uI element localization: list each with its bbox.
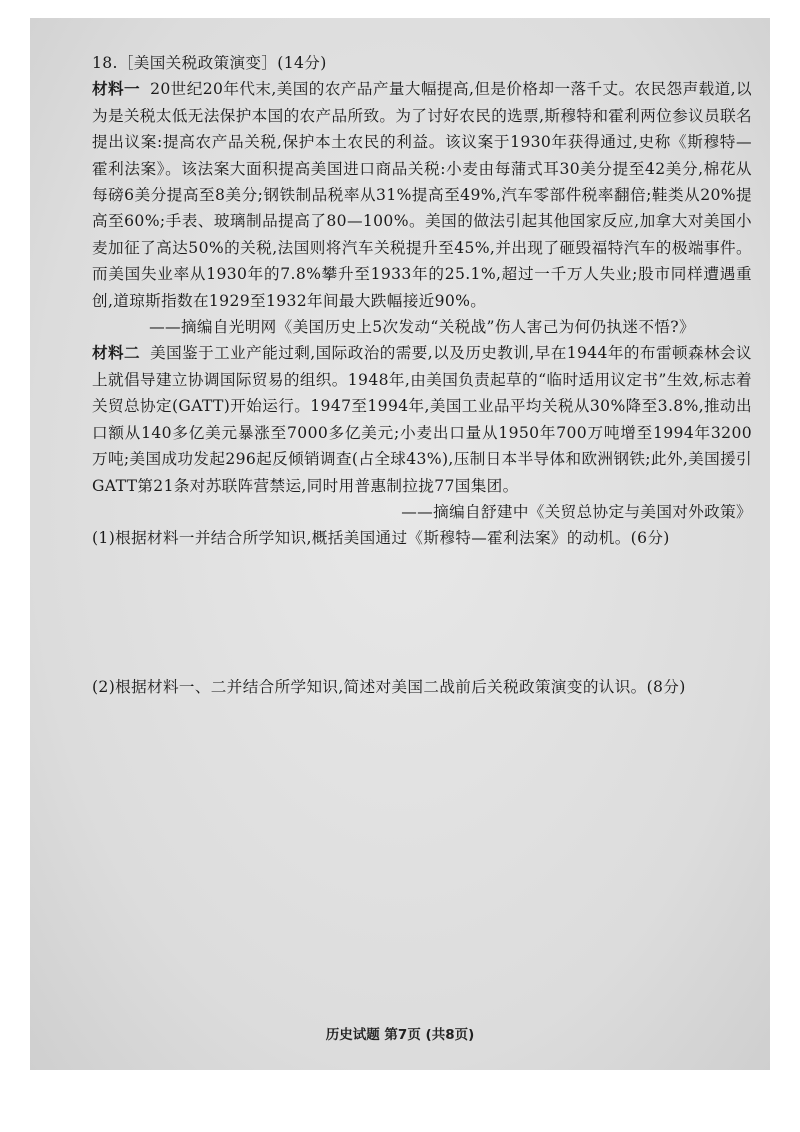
material-2-label: 材料二 bbox=[92, 343, 141, 363]
sub-question-1: (1)根据材料一并结合所学知识,概括美国通过《斯穆特—霍利法案》的动机。(6分) bbox=[92, 529, 670, 548]
material-2 bbox=[92, 340, 752, 498]
material-1 bbox=[92, 76, 752, 314]
material-2-text: 美国鉴于工业产能过剩,国际政治的需要,以及历史教训,早在1944年的布雷顿森林会议上就倡导建立协调国际贸易的组织。1948年,由美国负责起草的“临时适用议定书”生效,标志着关贸总协定(GATT)开始运行。1947至1994年,美国工业品平均关税从30%降至3.8%,推动出口额从140多亿美元暴涨至7000多亿美元;小麦出口量从1950年700万吨增至1994年3200万吨;美国成功发起296起反倾销调查(占全球43%),压制日本半导体和欧洲钢铁;此外,美国援引GATT第21条对苏联阵营禁运,同时用普惠制拉拢77国集团。 bbox=[92, 344, 752, 495]
question-heading: 18.［美国关税政策演变］(14分) bbox=[92, 54, 327, 72]
sub-question-2: (2)根据材料一、二并结合所学知识,简述对美国二战前后关税政策演变的认识。(8分) bbox=[92, 677, 686, 696]
material-2-source: ——摘编自舒建中《关贸总协定与美国对外政策》 bbox=[401, 502, 752, 521]
material-1-label: 材料一 bbox=[92, 79, 141, 99]
question-18 bbox=[92, 50, 752, 700]
exam-page bbox=[30, 18, 770, 1070]
page-footer: 历史试题 第7页 (共8页) bbox=[325, 1027, 475, 1043]
material-1-text: 20世纪20年代末,美国的农产品产量大幅提高,但是价格却一落千丈。农民怨声载道,以为是关税太低无法保护本国的农产品所致。为了讨好农民的选票,斯穆特和霍利两位参议员联名提出议案:提高农产品关税,保护本土农民的利益。该议案于1930年获得通过,史称《斯穆特—霍利法案》。该法案大面积提高美国进口商品关税:小麦由每蒲式耳30美分提至42美分,棉花从每磅6美分提高至8美分;钢铁制品税率从31%提高至49%,汽车零部件税率翻倍;鞋类从20%提高至60%;手表、玻璃制品提高了80—100%。美国的做法引起其他国家反应,加拿大对美国小麦加征了高达50%的关税,法国则将汽车关税提升至45%,并出现了砸毁福特汽车的极端事件。而美国失业率从1930年的7.8%攀升至1933年的25.1%,超过一千万人失业;股市同样遭遇重创,道琼斯指数在1929至1932年间最大跌幅接近90%。 bbox=[92, 80, 752, 310]
material-1-source: ——摘编自光明网《美国历史上5次发动“关税战”伤人害己为何仍执迷不悟?》 bbox=[149, 318, 695, 337]
